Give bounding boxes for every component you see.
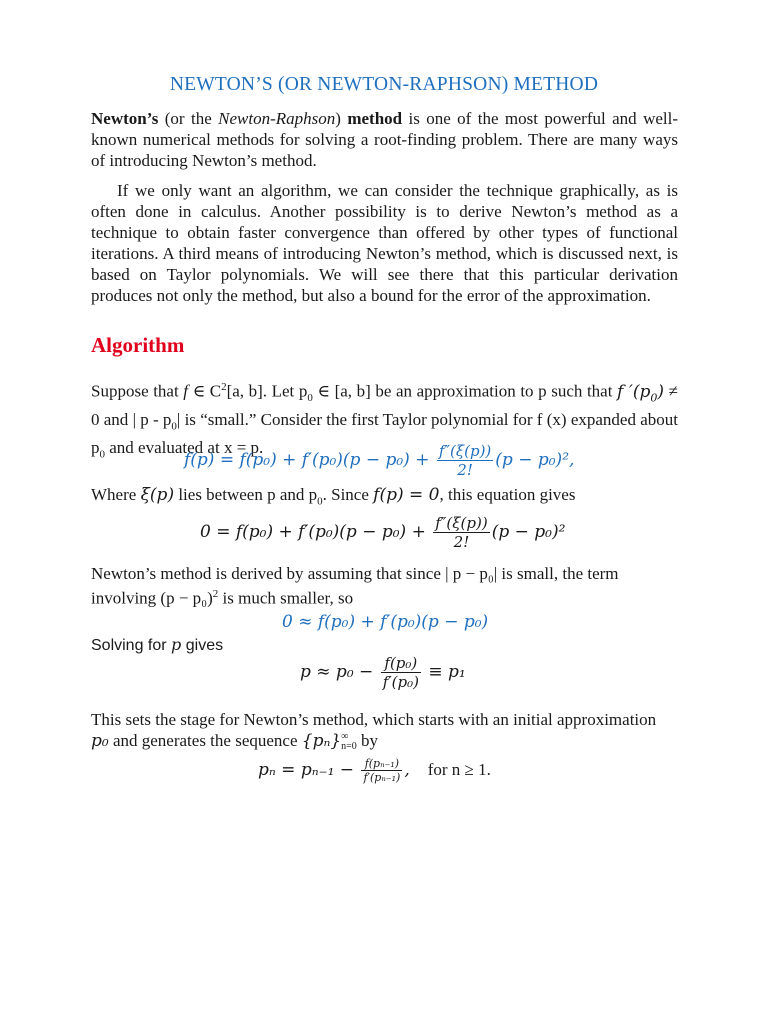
eq-condition: for n ≥ 1.	[427, 760, 491, 779]
stage-line-2	[91, 730, 378, 752]
intro-italic: Newton-Raphson	[218, 109, 336, 128]
text: is much smaller, so	[218, 588, 354, 608]
eq-denominator: f′(p₀)	[382, 673, 419, 691]
eq-numerator: f(p₀)	[384, 654, 418, 672]
text: gives	[181, 637, 224, 654]
text: f	[183, 381, 188, 401]
intro-text: )	[335, 109, 348, 128]
text: | is “small.” Consider the first Taylor polynomial for f (x) expanded about p	[91, 410, 678, 458]
stage-line-1: This sets the stage for Newton’s method, which starts with an initial approximation	[91, 710, 657, 729]
derived-line-1: Newton’s method is derived by assuming that since | p − p₀| is small, the term	[91, 564, 619, 583]
eq-fraction	[437, 442, 493, 479]
text: Solving for	[91, 637, 172, 654]
text: 2	[212, 588, 219, 600]
text: p	[171, 635, 182, 654]
text: and evaluated at x = p.	[105, 438, 264, 458]
text: n=0	[341, 741, 357, 753]
sequence-limits	[341, 732, 357, 752]
solving-line	[91, 634, 223, 656]
equation-approx: 0 ≈ f(p₀) + f′(p₀)(p − p₀)	[282, 612, 489, 632]
eq-text: ≡ p₁	[422, 662, 466, 682]
eq-denominator: 2!	[433, 532, 489, 551]
intro-paragraph	[91, 108, 678, 171]
math-inline: p₀	[91, 731, 109, 751]
text: Where	[91, 485, 141, 504]
where-line: Where ξ(p) lies between p and $p_0$. Since f(p) = 0, this equation gives	[91, 485, 576, 508]
math-inline: f(p) = 0	[373, 485, 440, 505]
math-inline: ξ(p)	[140, 485, 175, 505]
equation-p1	[300, 654, 466, 691]
eq-text: f(p) = f(p₀) + f′(p₀)(p − p₀) +	[184, 450, 435, 470]
eq-numerator: f″(ξ(p))	[438, 442, 492, 460]
page-title: NEWTON’S (OR NEWTON-RAPHSON) METHOD	[169, 74, 599, 95]
paragraph-2: If we only want an algorithm, we can consider the technique graphically, as is often done in calculus. Another possibility is to derive Newton’s method as a technique to obtain faster convergence than offered by other types of functional iterations. A third means of introducing Newton’s method, which is discussed next, is based on Taylor polynomials. We will see there that this particular derivation produces not only the method, but also a bound for the error of the approximation.	[91, 181, 678, 305]
intro-text: (or the	[158, 109, 219, 128]
eq-text: ,	[404, 760, 410, 780]
text: . Since	[322, 485, 374, 504]
text: lies between p and p	[174, 485, 318, 504]
text: 2	[221, 381, 227, 393]
text: Suppose that	[91, 381, 184, 401]
eq-text: p ≈ p₀ −	[300, 662, 379, 682]
text: involving (p − p₀)	[91, 588, 213, 608]
eq-fraction	[433, 514, 489, 551]
eq-denominator: 2!	[437, 460, 493, 479]
intro-text: is one of the most powerful and well-known numerical methods for solving a root-finding problem. There are many ways of introducing Newton’s method.	[91, 109, 678, 170]
intro-bold-newtons: Newton’s	[91, 109, 159, 128]
eq-numerator: f″(ξ(p))	[435, 514, 488, 532]
eq-fraction	[381, 654, 421, 691]
text: by	[356, 731, 379, 750]
text: and generates the sequence	[108, 731, 302, 750]
text: [a, b]. Let p	[226, 381, 308, 401]
math-inline: f $'(p_0)$	[617, 381, 665, 405]
eq-text: pₙ = pₙ₋₁ −	[258, 760, 360, 780]
text: ∈ [a, b] be an approximation to p such that	[312, 381, 618, 401]
eq-denominator: f′(pₙ₋₁)	[363, 771, 401, 784]
eq-numerator: f(pₙ₋₁)	[364, 757, 400, 770]
equation-zero	[200, 514, 565, 551]
eq-text: (p − p₀)²	[491, 522, 566, 542]
text: ≠ 0 and | p - p	[91, 381, 678, 430]
math-inline: {pₙ}	[301, 731, 342, 751]
suppose-paragraph: Suppose that f ∈ $C^2[a$, b]. Let $p_0$ ∈ [a, b] be an approximation to p such that f $'(p_0) \ne 0$ and | p - $p_0|$ is “small.” Consider the first Taylor polynomial for f (x) expanded about $p_0$ and evaluated at x = p.	[91, 381, 678, 461]
derived-line-2	[91, 584, 353, 609]
eq-fraction	[361, 757, 402, 784]
eq-text: (p − p₀)²,	[495, 450, 575, 470]
equation-taylor	[184, 442, 574, 479]
text: ∞	[341, 731, 349, 743]
equation-newton	[258, 757, 491, 784]
algorithm-heading: Algorithm	[91, 333, 185, 357]
text: ∈ C	[188, 381, 222, 401]
text: , this equation gives	[439, 485, 576, 504]
intro-bold-method: method	[347, 109, 403, 128]
eq-text: 0 = f(p₀) + f′(p₀)(p − p₀) +	[200, 522, 432, 542]
